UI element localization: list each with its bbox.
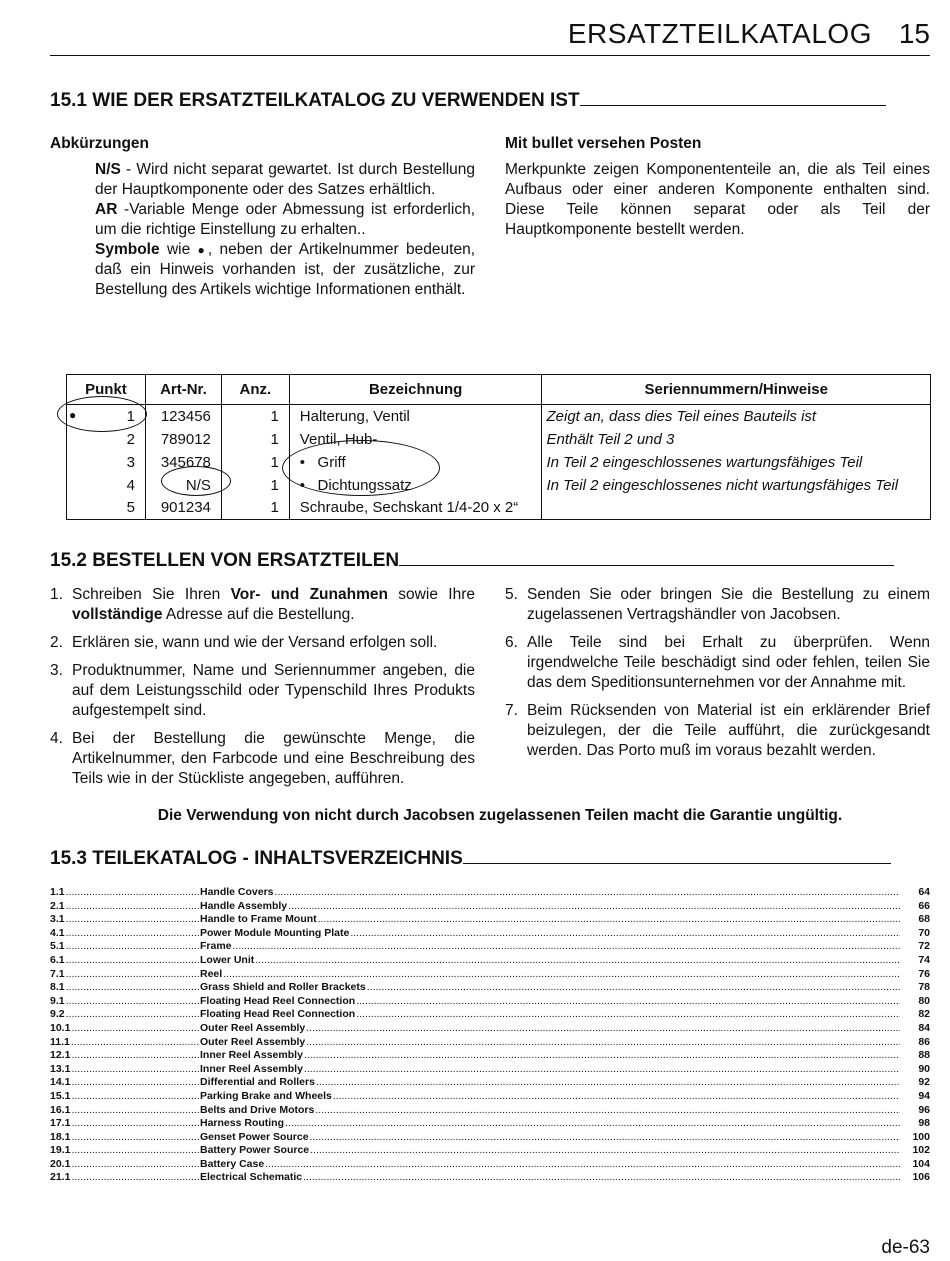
heading-rule	[399, 550, 894, 566]
toc-entry-number	[50, 995, 200, 1009]
cell-bezeichnung: Schraube, Sechskant 1/4-20 x 2“	[289, 497, 542, 520]
toc-entry-number-text: 1.1	[50, 886, 65, 898]
toc-entry-page: 96	[918, 1103, 930, 1116]
toc-entry-page: 74	[918, 953, 930, 966]
heading-rule	[580, 90, 886, 106]
toc-entry-number-text: 3.1	[50, 913, 65, 926]
col-header-punkt: Punkt	[67, 375, 146, 405]
section-heading-text: 15.1 WIE DER ERSATZTEILKATALOG ZU VERWENDEN IST	[50, 90, 580, 111]
toc-entry-title	[200, 1063, 900, 1077]
toc-entry[interactable]	[50, 1158, 930, 1172]
abbr-symbols-text-b: , neben der Artikelnummer bedeuten, daß ein Hinweis vorhanden ist, der zusätzliche, zur Bestellung des Artikels wichtige Informationen enthält.	[95, 241, 475, 298]
list-item	[50, 585, 475, 625]
toc-entry-number	[50, 913, 200, 927]
abbr-ns-term: N/S	[95, 161, 121, 178]
cell-punkt: 3	[67, 451, 146, 474]
step-number: 1.	[50, 586, 63, 603]
toc-entry-title-text: Differential and Rollers	[200, 1076, 315, 1089]
toc-entry-number-text: 9.2	[50, 1008, 65, 1021]
toc-entry-title-text: Grass Shield and Roller Brackets	[200, 981, 366, 994]
table-row	[67, 405, 931, 428]
toc-entry-number	[50, 1171, 200, 1185]
step-text: Senden Sie oder bringen Sie die Bestellung zu einem zugelassenen Vertragshändler von Jacobsen.	[527, 586, 930, 623]
toc-entry-page: 90	[918, 1062, 930, 1075]
toc-entry-page: 86	[918, 1035, 930, 1048]
cell-bezeichnung: Ventil, Hub-	[289, 428, 542, 451]
cell-bezeichnung: • Griff	[289, 451, 542, 474]
abbr-ns	[95, 160, 475, 200]
abbreviations-block	[50, 134, 475, 300]
toc-entry[interactable]	[50, 1008, 930, 1022]
cell-hinweis: Zeigt an, dass dies Teil eines Bauteils ist	[542, 405, 931, 428]
toc-entry-title	[200, 886, 900, 900]
chapter-number: 15	[898, 18, 930, 49]
toc-entry-title	[200, 1171, 900, 1185]
warranty-warning: Die Verwendung von nicht durch Jacobsen zugelassenen Teilen macht die Garantie ungültig.	[157, 807, 843, 824]
toc-entry[interactable]	[50, 968, 930, 982]
toc-entry[interactable]	[50, 1171, 930, 1185]
toc-entry-number	[50, 1158, 200, 1172]
toc-entry-page: 84	[918, 1021, 930, 1034]
cell-punkt-value: 1	[126, 407, 135, 425]
toc-entry-title-text: Floating Head Reel Connection	[200, 994, 356, 1007]
toc-entry-title	[200, 1144, 900, 1158]
toc-entry-number-text: 21.1	[50, 1171, 71, 1184]
col-header-hinweise: Seriennummern/Hinweise	[542, 375, 931, 405]
toc-entry-number-text: 16.1	[50, 1103, 71, 1116]
step-text-part: Schreiben Sie Ihren	[72, 586, 231, 603]
toc-entry-title-text: Electrical Schematic	[200, 1171, 303, 1184]
toc-entry-title	[200, 1117, 900, 1131]
toc-entry-title-text: Lower Unit	[200, 953, 255, 966]
toc-entry-title-text: Genset Power Source	[200, 1130, 309, 1143]
toc-entry-number-text: 18.1	[50, 1130, 71, 1143]
step-number: 3.	[50, 662, 63, 679]
list-item	[50, 729, 475, 789]
section-heading-text: 15.3 TEILEKATALOG - INHALTSVERZEICHNIS	[50, 848, 463, 869]
toc-entry-title-text: Power Module Mounting Plate	[200, 926, 350, 939]
toc-entry-title	[200, 900, 900, 914]
step-text-bold: vollständige	[72, 606, 163, 623]
bullet-items-text: Merkpunkte zeigen Komponententeile an, die als Teil eines Aufbaus oder einer anderen Komponente enthalten sind. Diese Teile können separat oder als Teil der Hauptkomponente bestellt werden.	[505, 161, 930, 238]
section-heading-15-1	[50, 90, 886, 112]
toc-entry-title-text: Handle Covers	[200, 886, 274, 898]
table-header-row	[67, 375, 931, 405]
toc-entry-number	[50, 1131, 200, 1145]
toc-entry-page: 82	[918, 1008, 930, 1021]
toc-entry-title-text: Parking Brake and Wheels	[200, 1089, 332, 1102]
step-text: Bei der Bestellung die gewünschte Menge, die Artikelnummer, den Farbcode und eine Beschreibung des Teils wie in der Stückliste angegeben, aufführen.	[72, 730, 475, 787]
abbreviations-title: Abkürzungen	[50, 135, 150, 152]
toc-entry-title-text: Battery Case	[200, 1157, 265, 1170]
toc-entry-number-text: 2.1	[50, 899, 65, 912]
toc-entry-title-text: Handle to Frame Mount	[200, 913, 317, 926]
toc-entry-number-text: 8.1	[50, 981, 65, 994]
order-steps-left	[50, 585, 475, 797]
toc-entry-title	[200, 995, 900, 1009]
toc-entry-number-text: 13.1	[50, 1062, 71, 1075]
toc-entry-page: 92	[918, 1076, 930, 1089]
toc-entry-title	[200, 1104, 900, 1118]
page-header	[50, 18, 930, 56]
toc-entry-title-text: Battery Power Source	[200, 1144, 310, 1157]
toc-entry-number-text: 11.1	[50, 1035, 70, 1048]
step-text: Alle Teile sind bei Erhalt zu überprüfen. Wenn irgendwelche Teile beschädigt sind oder fehlen, teilen Sie das dem Speditionsunternehmen vor der Annahme mit.	[527, 634, 930, 691]
col-header-art-nr: Art-Nr.	[145, 375, 221, 405]
cell-punkt: 4	[67, 474, 146, 497]
toc-entry-number-text: 4.1	[50, 926, 65, 939]
cell-bezeichnung: • Dichtungssatz	[289, 474, 542, 497]
toc-entry-title	[200, 1158, 900, 1172]
cell-bezeichnung: Halterung, Ventil	[289, 405, 542, 428]
toc-entry-number	[50, 1117, 200, 1131]
toc-entry-page: 80	[918, 994, 930, 1007]
toc-entry-number	[50, 1076, 200, 1090]
cell-anz: 1	[221, 405, 289, 428]
toc-entry[interactable]	[50, 1049, 930, 1063]
order-steps-right	[505, 585, 930, 769]
table-row	[67, 474, 931, 497]
toc-entry-title	[200, 968, 900, 982]
cell-art-nr: N/S	[145, 474, 221, 497]
toc-entry-title-text: Outer Reel Assembly	[200, 1035, 306, 1048]
toc-entry-title-text: Handle Assembly	[200, 899, 288, 912]
toc-entry-page: 102	[912, 1144, 930, 1157]
toc-entry-page: 64	[918, 886, 930, 898]
toc-entry-title	[200, 927, 900, 941]
abbr-ar-term: AR	[95, 201, 118, 218]
list-item	[505, 701, 930, 761]
table-row	[67, 497, 931, 520]
toc-entry[interactable]	[50, 1104, 930, 1118]
cell-hinweis	[542, 497, 931, 520]
step-text-part: Adresse auf die Bestellung.	[162, 606, 355, 623]
bullet-marker-icon: ●	[69, 407, 77, 422]
step-number: 2.	[50, 634, 63, 651]
bullet-items-block	[505, 134, 930, 240]
toc-entry-title-text: Belts and Drive Motors	[200, 1103, 315, 1116]
toc-entry[interactable]	[50, 940, 930, 954]
toc-entry-page: 106	[912, 1171, 930, 1184]
toc-entry-number-text: 17.1	[50, 1117, 71, 1130]
toc-entry-title	[200, 940, 900, 954]
toc-entry-number-text: 19.1	[50, 1144, 71, 1157]
abbr-symbols	[95, 240, 475, 300]
toc-entry-number	[50, 1008, 200, 1022]
toc-entry-title-text: Floating Head Reel Connection	[200, 1008, 356, 1021]
abbr-ns-text: - Wird nicht separat gewartet. Ist durch Bestellung der Hauptkomponente oder des Satzes erhältlich.	[95, 161, 475, 198]
page-number: de-63	[881, 1237, 930, 1258]
toc-entry-title	[200, 1131, 900, 1145]
toc-entry[interactable]	[50, 1076, 930, 1090]
toc-entry[interactable]	[50, 1117, 930, 1131]
col-header-bezeichnung: Bezeichnung	[289, 375, 542, 405]
step-text: Produktnummer, Name und Seriennummer angeben, die auf dem Leistungsschild oder Typenschild Ihres Produkts aufgestempelt sind.	[72, 662, 475, 719]
toc-entry-page: 70	[918, 926, 930, 939]
toc-entry-title	[200, 1036, 900, 1050]
list-item	[50, 661, 475, 721]
toc-entry[interactable]	[50, 954, 930, 968]
step-number: 6.	[505, 634, 518, 651]
toc-entry-page: 100	[912, 1130, 930, 1143]
toc-entry[interactable]	[50, 995, 930, 1009]
toc-entry-title	[200, 1090, 900, 1104]
toc-entry-title	[200, 981, 900, 995]
toc-entry[interactable]	[50, 1063, 930, 1077]
toc-entry-title	[200, 913, 900, 927]
toc-entry[interactable]	[50, 1131, 930, 1145]
toc-entry-number	[50, 968, 200, 982]
toc-entry-title-text: Inner Reel Assembly	[200, 1062, 303, 1075]
cell-art-nr: 123456	[145, 405, 221, 428]
cell-anz: 1	[221, 474, 289, 497]
parts-table	[66, 374, 931, 520]
col-header-anz: Anz.	[221, 375, 289, 405]
toc-entry[interactable]	[50, 1144, 930, 1158]
toc-entry-number	[50, 1036, 200, 1050]
toc-entry-number	[50, 1104, 200, 1118]
abbr-ar	[95, 200, 475, 240]
cell-punkt: 2	[67, 428, 146, 451]
toc-entry-page: 104	[912, 1157, 930, 1170]
step-text: Beim Rücksenden von Material ist ein erklärender Brief beizulegen, der die Teile aufführt, die zurückgesandt werden. Das Porto muß im voraus bezahlt werden.	[527, 702, 930, 759]
toc-entry-title	[200, 1022, 900, 1036]
toc-entry-title	[200, 1008, 900, 1022]
step-text: Erklären sie, wann und wie der Versand erfolgen soll.	[72, 634, 438, 651]
toc-entry-number-text: 6.1	[50, 953, 65, 966]
toc-entry[interactable]	[50, 900, 930, 914]
toc-entry[interactable]	[50, 913, 930, 927]
step-text-part: sowie Ihre	[387, 586, 476, 603]
toc-entry-number-text: 15.1	[50, 1089, 71, 1102]
toc-entry-title-text: Inner Reel Assembly	[200, 1049, 303, 1062]
section-heading-15-3	[50, 848, 891, 870]
toc-entry-number-text: 7.1	[50, 967, 65, 980]
toc-entry-number-text: 14.1	[50, 1076, 71, 1089]
toc-entry-number	[50, 927, 200, 941]
step-number: 5.	[505, 586, 518, 603]
toc-entry[interactable]	[50, 886, 930, 900]
bullet-symbol-icon: ●	[197, 243, 208, 257]
toc-entry-number-text: 9.1	[50, 994, 65, 1007]
list-item	[505, 633, 930, 693]
bullet-items-title: Mit bullet versehen Posten	[505, 135, 702, 152]
toc-entry-page: 88	[918, 1049, 930, 1062]
toc-entry[interactable]	[50, 981, 930, 995]
toc-entry[interactable]	[50, 927, 930, 941]
toc-entry-number-text: 20.1	[50, 1157, 71, 1170]
toc-entry-number	[50, 981, 200, 995]
toc-entry-title-text: Harness Routing	[200, 1117, 285, 1130]
toc-entry-page: 66	[918, 899, 930, 912]
toc-entry-number	[50, 940, 200, 954]
cell-hinweis: Enthält Teil 2 und 3	[542, 428, 931, 451]
toc-entry-number	[50, 900, 200, 914]
section-heading-text: 15.2 BESTELLEN VON ERSATZTEILEN	[50, 550, 400, 571]
heading-rule	[463, 848, 891, 864]
toc-entry-title	[200, 1049, 900, 1063]
toc-entry-page: 72	[918, 940, 930, 953]
toc-entry-title	[200, 1076, 900, 1090]
toc-entry-number	[50, 1090, 200, 1104]
toc-entry-title-text: Reel	[200, 967, 223, 980]
toc-entry-title-text: Outer Reel Assembly	[200, 1021, 306, 1034]
toc-entry-number	[50, 954, 200, 968]
cell-anz: 1	[221, 428, 289, 451]
abbr-symbols-text-a: wie	[159, 241, 198, 258]
toc-entry-page: 78	[918, 981, 930, 994]
step-text-bold: Vor- und Zunahmen	[230, 586, 388, 603]
section-heading-15-2	[50, 550, 894, 572]
toc-entry-number	[50, 1063, 200, 1077]
cell-punkt	[67, 405, 146, 428]
list-item	[50, 633, 475, 653]
abbreviations-list	[95, 160, 475, 300]
toc-entry-number	[50, 1144, 200, 1158]
chapter-title: ERSATZTEILKATALOG	[567, 18, 872, 49]
toc-entry-page: 94	[918, 1089, 930, 1102]
cell-anz: 1	[221, 451, 289, 474]
step-number: 4.	[50, 730, 63, 747]
cell-art-nr: 789012	[145, 428, 221, 451]
list-item	[505, 585, 930, 625]
cell-hinweis: In Teil 2 eingeschlossenes nicht wartungsfähiges Teil	[542, 474, 931, 497]
table-row	[67, 428, 931, 451]
toc-entry-number-text: 12.1	[50, 1049, 71, 1062]
toc-entry-title	[200, 954, 900, 968]
toc-entry-number	[50, 1049, 200, 1063]
step-text	[72, 585, 475, 625]
toc-entry-title-text: Frame	[200, 940, 232, 953]
cell-punkt: 5	[67, 497, 146, 520]
toc-entry-number	[50, 886, 200, 900]
table-of-contents	[50, 886, 930, 1185]
toc-entry-page: 76	[918, 967, 930, 980]
toc-entry-page: 68	[918, 913, 930, 926]
cell-art-nr: 901234	[145, 497, 221, 520]
toc-entry-page: 98	[918, 1117, 930, 1130]
toc-entry[interactable]	[50, 1090, 930, 1104]
cell-art-nr: 345678	[145, 451, 221, 474]
toc-entry-number	[50, 1022, 200, 1036]
abbr-ar-text: -Variable Menge oder Abmessung ist erforderlich, um die richtige Einstellung zu erhalten..	[95, 201, 475, 238]
table-row	[67, 451, 931, 474]
toc-entry[interactable]	[50, 1036, 930, 1050]
cell-hinweis: In Teil 2 eingeschlossenes wartungsfähiges Teil	[542, 451, 931, 474]
toc-entry-number-text: 10.1	[50, 1021, 71, 1034]
cell-anz: 1	[221, 497, 289, 520]
toc-entry[interactable]	[50, 1022, 930, 1036]
abbr-symbols-term: Symbole	[95, 241, 160, 258]
toc-entry-number-text: 5.1	[50, 940, 65, 953]
step-number: 7.	[505, 702, 518, 719]
